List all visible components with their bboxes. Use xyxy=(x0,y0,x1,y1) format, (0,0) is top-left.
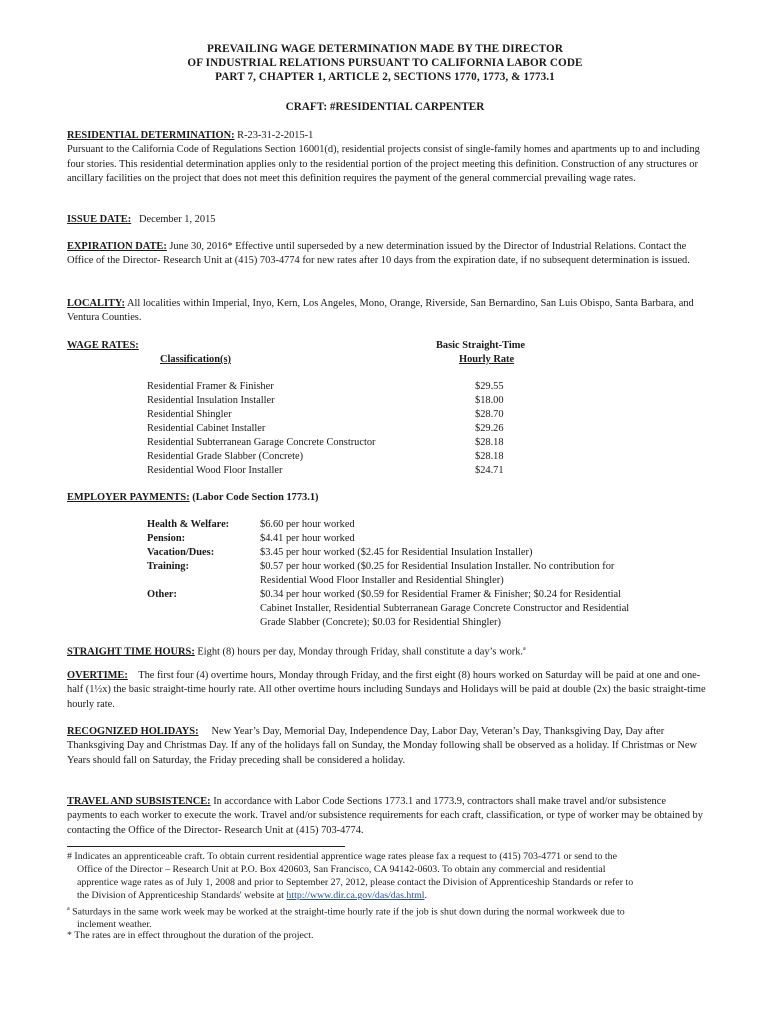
wage-row-rate: $29.26 xyxy=(475,423,504,434)
training-label: Training: xyxy=(147,561,189,572)
header-line-3: PART 7, CHAPTER 1, ARTICLE 2, SECTIONS 1770, 1773, & 1773.1 xyxy=(215,71,555,83)
holidays-label: RECOGNIZED HOLIDAYS: xyxy=(67,726,199,737)
determination-label: RESIDENTIAL DETERMINATION: xyxy=(67,130,235,141)
wage-row-rate: $24.71 xyxy=(475,465,504,476)
wage-row-rate: $28.18 xyxy=(475,451,504,462)
issue-date-label: ISSUE DATE: xyxy=(67,214,132,225)
wage-rates-label: WAGE RATES: xyxy=(67,340,139,351)
straight-time-label: STRAIGHT TIME HOURS: xyxy=(67,646,195,658)
wage-row-classification: Residential Cabinet Installer xyxy=(147,423,266,434)
wage-row-rate: $28.70 xyxy=(475,409,504,420)
other-value-line-2: Cabinet Installer, Residential Subterranean Garage Concrete Constructor and Residential xyxy=(260,603,630,614)
footnote-rates-effective: * The rates are in effect throughout the duration of the project. xyxy=(67,930,314,941)
other-value-line-1: $0.34 per hour worked ($0.59 for Residential Framer & Finisher; $0.24 for Residential xyxy=(260,589,622,600)
wage-row-classification: Residential Grade Slabber (Concrete) xyxy=(147,451,304,462)
footnote-saturdays: $^a$ Saturdays in the same work week may be worked at the straight-time hourly rate if the job is shut down during the normal workweek due to inclement weather. xyxy=(67,906,625,931)
expiration-label: EXPIRATION DATE: xyxy=(67,241,167,252)
issue-date-section xyxy=(67,213,707,227)
issue-date-value: December 1, 2015 xyxy=(139,214,216,225)
wage-row-classification: Residential Wood Floor Installer xyxy=(147,465,283,476)
health-welfare-label: Health & Welfare: xyxy=(147,519,230,530)
rate-column-header-2: Hourly Rate xyxy=(459,354,515,365)
expiration-text: June 30, 2016* Effective until superseded by a new determination issued by the Director of Industrial Relations. Contact the Office of the Director- Research Unit at (415) 703-4774 for new rates after 10 days from the expiration date, if no subsequent determination is issued. xyxy=(67,241,690,267)
training-value-line-2: Residential Wood Floor Installer and Residential Shingler) xyxy=(260,575,504,586)
overtime-label: OVERTIME: xyxy=(67,670,128,681)
other-label: Other: xyxy=(147,589,178,600)
employer-payments-heading: EMPLOYER PAYMENTS: (Labor Code Section 1773.1) xyxy=(67,492,319,503)
overtime-section xyxy=(67,669,707,712)
das-website-link[interactable]: http://www.dir.ca.gov/das/das.html xyxy=(286,890,425,901)
overtime-text: The first four (4) overtime hours, Monday through Friday, and the first eight (8) hours worked on Saturday will be paid at one and one-half (1½x) the basic straight-time hourly rate. All other overtime hours including Sundays and Holidays will be paid at double (2x) the basic straight-time hourly rate. xyxy=(67,670,706,710)
header-line-2: OF INDUSTRIAL RELATIONS PURSUANT TO CALIFORNIA LABOR CODE xyxy=(187,57,583,69)
holidays-text: New Year’s Day, Memorial Day, Independence Day, Labor Day, Veteran’s Day, Thanksgiving Day, Day after Thanksgiving Day and Christmas Day. If any of the holidays fall on Sunday, the Monday following shall be observed as a holiday. If Christmas or New Years should fall on Saturday, the Friday preceding shall be considered a holiday. xyxy=(67,726,697,766)
determination-section xyxy=(67,129,707,187)
travel-label: TRAVEL AND SUBSISTENCE: xyxy=(67,796,211,807)
travel-section xyxy=(67,795,707,838)
wage-row-classification: Residential Insulation Installer xyxy=(147,395,275,406)
wage-row-rate: $29.55 xyxy=(475,381,504,392)
straight-time-section xyxy=(67,642,707,660)
footnote-apprenticeable: # Indicates an apprenticeable craft. To obtain current residential apprentice wage rates please fax a request to (415) 703-4771 or send to the Office of the Director – Research Unit at P.O. Box 420603, San Francisco, CA 94142-0603. To obtain any commercial and residential apprentice wage rates as of July 1, 2008 and prior to September 27, 2012, please contact the Division of Apprenticeship Standards or refer to the Division of Apprenticeship Standards' website at http://www.dir.ca.gov/das/das.html. xyxy=(67,851,634,901)
wage-row-classification: Residential Subterranean Garage Concrete Constructor xyxy=(147,437,376,448)
straight-time-text: Eight (8) hours per day, Monday through Friday, shall constitute a day’s work. xyxy=(197,646,524,658)
locality-text: All localities within Imperial, Inyo, Kern, Los Angeles, Mono, Orange, Riverside, San Bernardino, San Luis Obispo, Santa Barbara, and Ventura Counties. xyxy=(67,298,694,324)
expiration-section xyxy=(67,240,707,269)
wage-row-classification: Residential Framer & Finisher xyxy=(147,381,274,392)
determination-number: R-23-31-2-2015-1 xyxy=(237,130,314,141)
travel-text: In accordance with Labor Code Sections 1773.1 and 1773.9, contractors shall make travel and/or subsistence payments to each worker to execute the work. Travel and/or subsistence requirements for each craft, classification, or type of worker may be obtained by contacting the Office of the Director- Research Unit at (415) 703-4774. xyxy=(67,796,703,836)
wage-row-classification: Residential Shingler xyxy=(147,409,232,420)
training-value-line-1: $0.57 per hour worked ($0.25 for Residential Insulation Installer. No contribution for xyxy=(260,561,615,572)
pension-value: $4.41 per hour worked xyxy=(260,533,355,544)
locality-label: LOCALITY: xyxy=(67,298,125,309)
pension-label: Pension: xyxy=(147,533,186,544)
health-welfare-value: $6.60 per hour worked xyxy=(260,519,355,530)
locality-section xyxy=(67,297,707,326)
rate-column-header-1: Basic Straight-Time xyxy=(436,340,525,351)
wage-row-rate: $28.18 xyxy=(475,437,504,448)
header-line-1: PREVAILING WAGE DETERMINATION MADE BY THE DIRECTOR xyxy=(206,43,563,55)
craft-title: CRAFT: #RESIDENTIAL CARPENTER xyxy=(285,101,485,113)
other-value-line-3: Grade Slabber (Concrete); $0.03 for Residential Shingler) xyxy=(260,617,501,628)
classification-column-header: Classification(s) xyxy=(160,354,231,365)
straight-time-footnote-mark: a xyxy=(523,646,526,652)
wage-row-rate: $18.00 xyxy=(475,395,504,406)
footnote-divider xyxy=(67,846,345,847)
determination-text: Pursuant to the California Code of Regulations Section 16001(d), residential projects consist of single-family homes and apartments up to and including four stories. This residential determination applies only to the residential portion of the project meeting this definition. Construction of any structures or ancillary facilities on the project that does not meet this definition requires the payment of the general commercial prevailing wage rates. xyxy=(67,144,700,185)
holidays-section xyxy=(67,725,707,768)
vacation-dues-label: Vacation/Dues: xyxy=(147,547,215,558)
vacation-dues-value: $3.45 per hour worked ($2.45 for Residential Insulation Installer) xyxy=(260,547,533,558)
